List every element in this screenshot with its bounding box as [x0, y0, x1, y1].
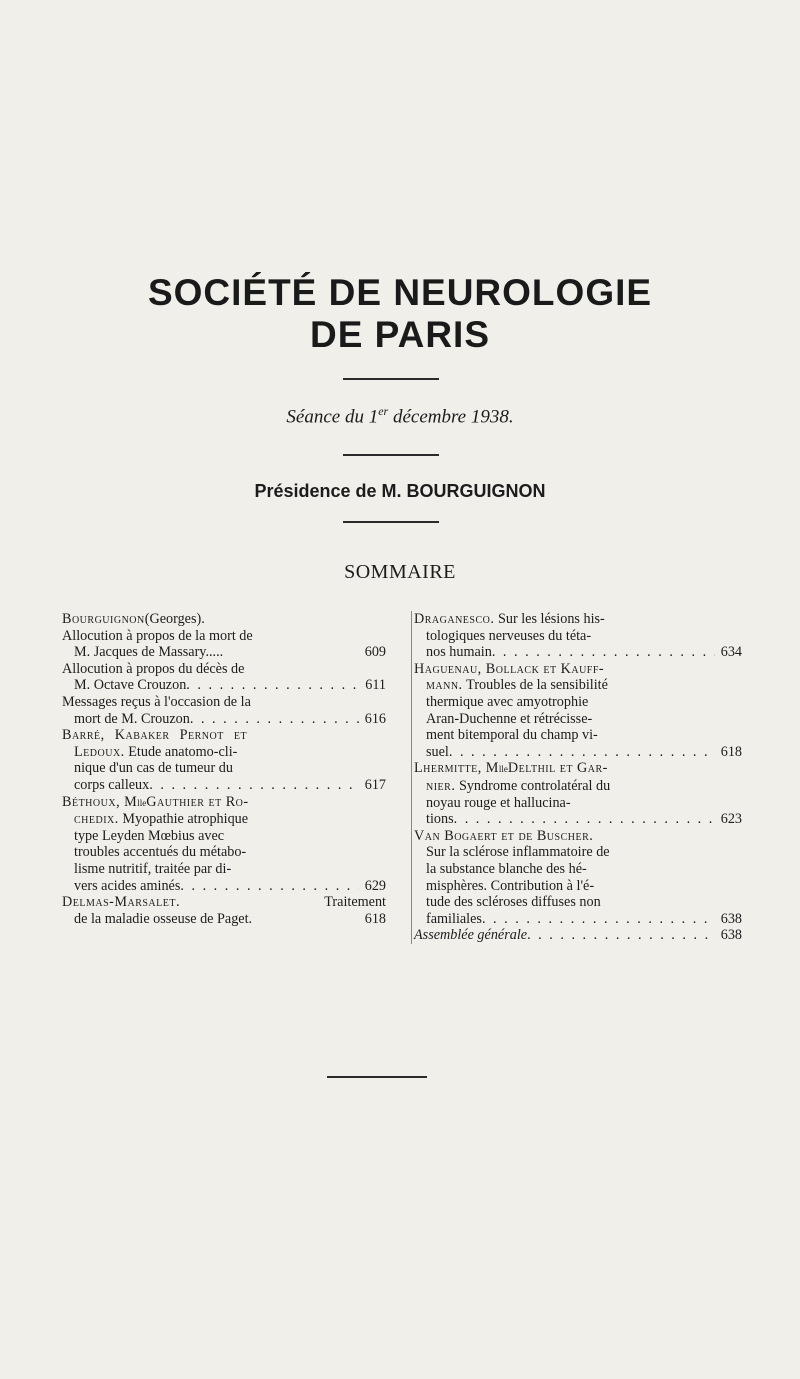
page-number: 623	[720, 811, 742, 828]
presidence: Présidence de M. BOURGUIGNON	[254, 481, 546, 501]
sommaire-left-column	[62, 611, 386, 927]
seance-date: Séance du 1er décembre 1938.	[286, 404, 514, 428]
toc-entry: Allocution à propos de la mort de M. Jacques de Massary..... 609	[62, 627, 386, 661]
page-number: 638	[720, 910, 742, 927]
page-number: 638	[720, 927, 742, 944]
divider	[343, 521, 439, 523]
divider	[343, 454, 439, 456]
page-number: 618	[364, 910, 386, 927]
toc-entry: Haguenau, Bollack et Kauff- mann. Troubles de la sensibilité thermique avec amyotrophie Aran-Duchenne et rétrécisse- ment bitemporal du champ vi- suel . . . 618	[414, 661, 742, 761]
toc-entry: Van Bogaert et de Buscher. Sur la sclérose inflammatoire de la substance blanche des hé- misphères. Contribution à l'é- tude des scléroses diffuses non familiales . . . 638	[414, 828, 742, 928]
toc-entry: Béthoux, M lle Gauthier et Ro- chedix. Myopathie atrophique type Leyden Mœbius avec troubles accentués du métabo- lisme nutritif, traitée par di- vers acides aminés . . . 629	[62, 794, 386, 895]
toc-entry: Delmas-Marsalet. Traitement de la maladie osseuse de Paget. 618	[62, 894, 386, 927]
sommaire-right-column	[411, 611, 742, 944]
sommaire-heading: SOMMAIRE	[344, 561, 456, 583]
page-number: 611	[365, 677, 386, 694]
toc-entry: Draganesco. Sur les lésions his- tologiques nerveuses du téta- nos humain . . . 634	[414, 611, 742, 661]
page-number: 618	[720, 743, 742, 760]
page-number: 634	[720, 644, 742, 661]
toc-entry: Assemblée générale . . . 638	[414, 927, 742, 944]
toc-author: Barré, Kabaker Pernot et	[62, 727, 248, 744]
page-number: 617	[364, 776, 386, 793]
toc-entry: Messages reçus à l'occasion de la mort de M. Crouzon . . . 616	[62, 694, 386, 727]
page-number: 629	[364, 877, 386, 894]
page-number: 609	[364, 644, 386, 661]
divider	[343, 378, 439, 380]
page-number: 616	[364, 710, 386, 727]
society-title: SOCIÉTÉ DE NEUROLOGIE	[147, 272, 653, 313]
toc-entry: Barré, Kabaker Pernot et Ledoux. Etude anatomo-cli- nique d'un cas de tumeur du corps calleux . . . 617	[62, 727, 386, 793]
toc-entry: Lhermitte, M lle Delthil et Gar- nier. Syndrome controlatéral du noyau rouge et hallucina- tions . . . 623	[414, 760, 742, 827]
toc-entry: Allocution à propos du décès de M. Octave Crouzon . . . 611	[62, 661, 386, 694]
society-title-city: DE PARIS	[309, 314, 490, 355]
bottom-divider	[327, 1076, 427, 1078]
toc-entry: Bourguignon (Georges).	[62, 611, 205, 627]
